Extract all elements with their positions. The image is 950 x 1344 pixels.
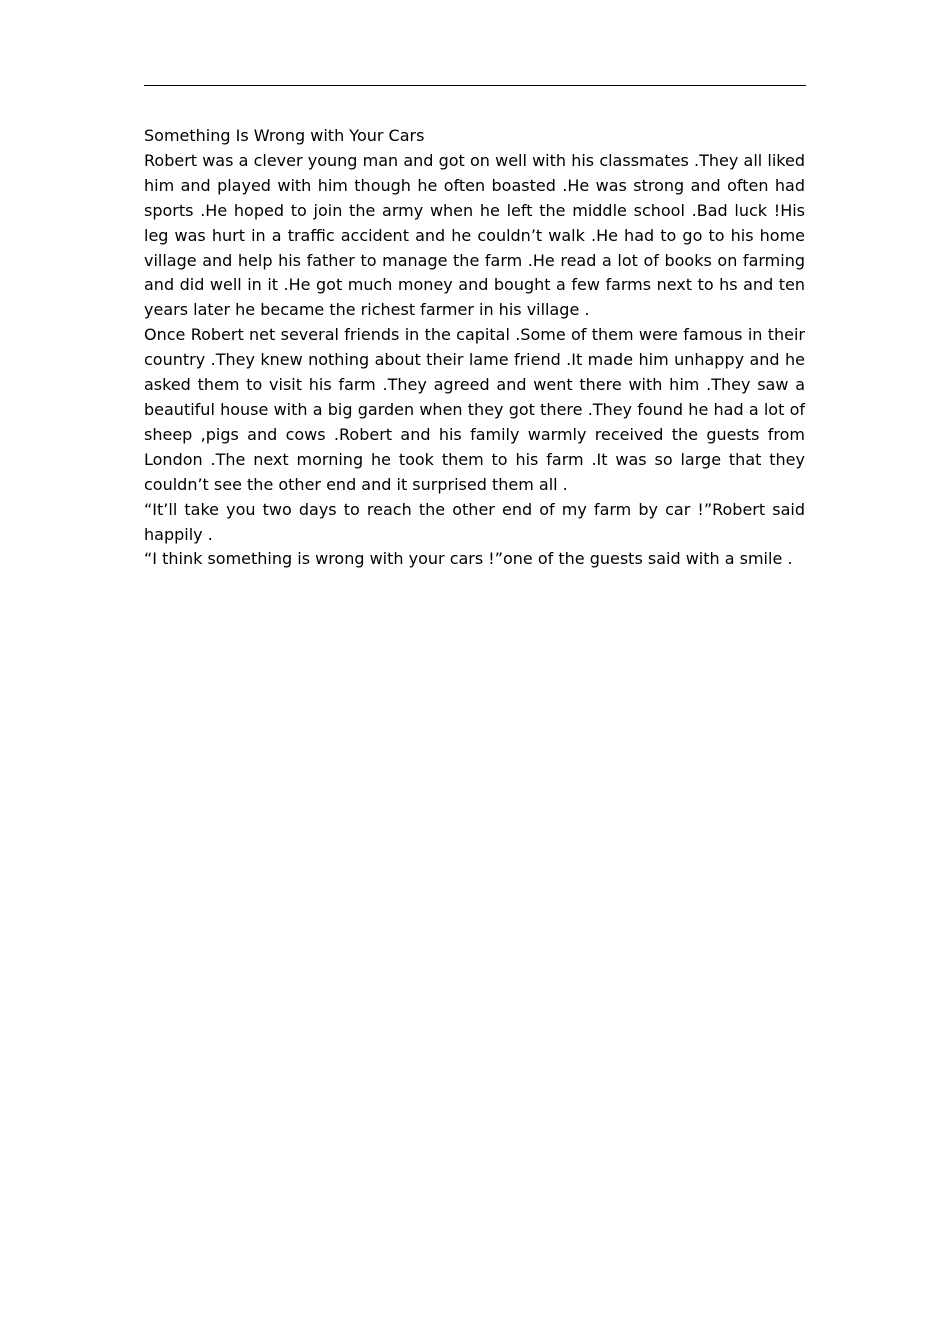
header-rule [144,85,806,86]
document-body [144,124,805,572]
document-title: Something Is Wrong with Your Cars [144,126,425,145]
paragraph-4: “I think something is wrong with your cars !”one of the guests said with a smile . [144,549,793,569]
paragraph-1: Robert was a clever young man and got on well with his classmates .They all liked him and played with him though he often boasted .He was strong and often had sports .He hoped to join the army when he left the middle school .Bad luck !His leg was hurt in a traffic accident and he couldn’t walk .He had to go to his home village and help his father to manage the farm .He read a lot of books on farming and did well in it .He got much money and bought a few farms next to hs and ten years later he became the richest farmer in his village . [144,150,805,320]
paragraph-2: Once Robert net several friends in the capital .Some of them were famous in their country .They knew nothing about their lame friend .It made him unhappy and he asked them to visit his farm .They agreed and went there with him .They saw a beautiful house with a big garden when they got there .They found he had a lot of sheep ,pigs and cows .Robert and his family warmly received the guests from London .The next morning he took them to his farm .It was so large that they couldn’t see the other end and it surprised them all . [144,325,805,494]
paragraph-3: “It’ll take you two days to reach the other end of my farm by car !”Robert said happily . [144,499,805,544]
